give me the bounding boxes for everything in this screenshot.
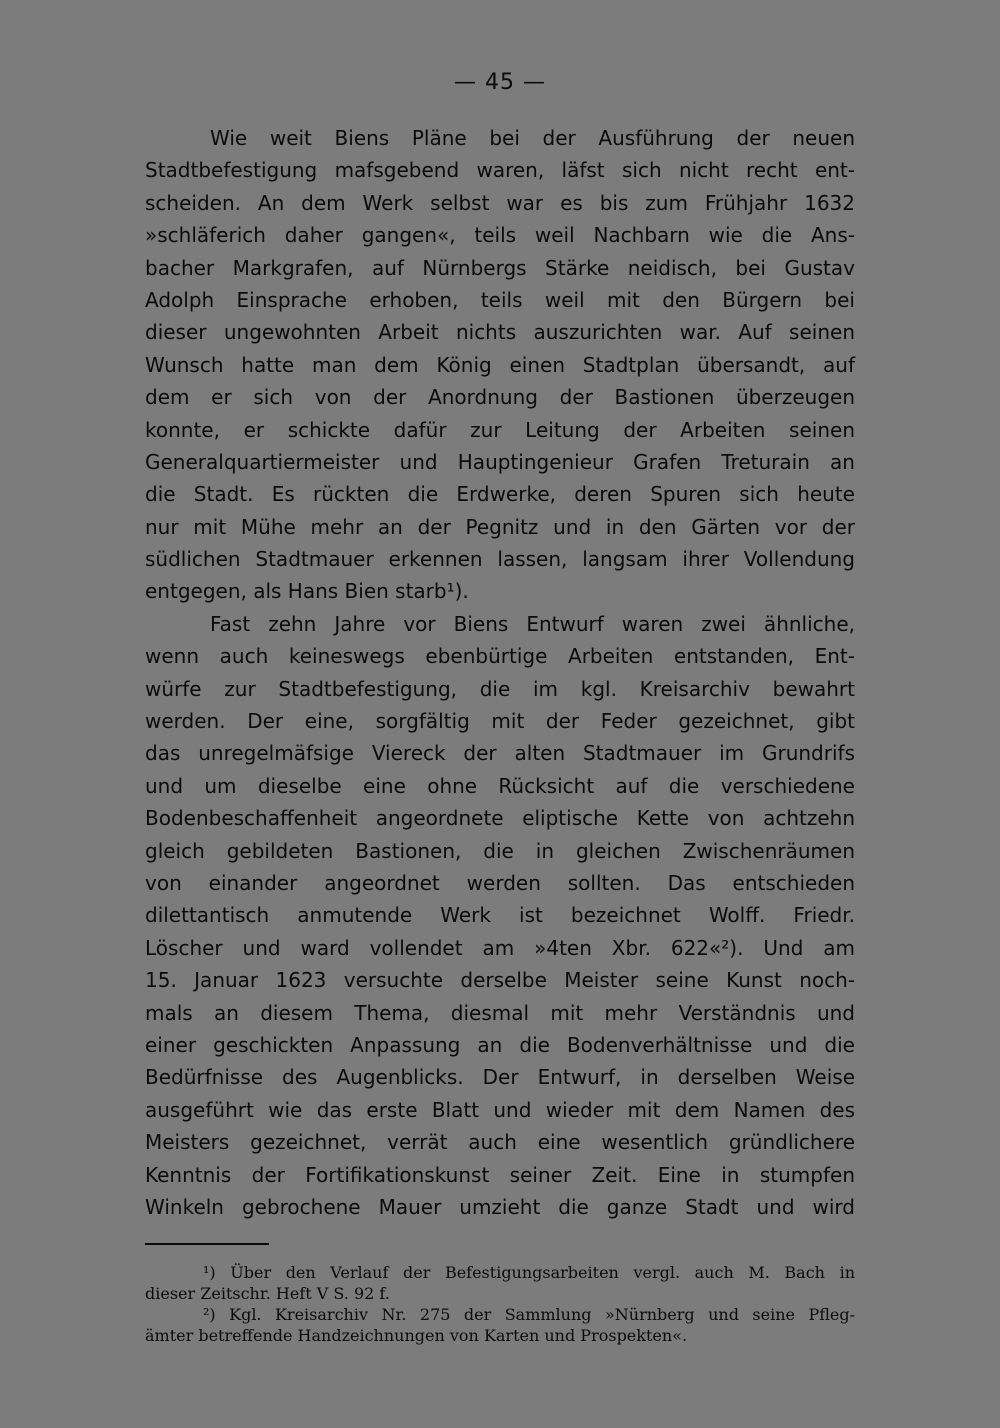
text-line: und um dieselbe eine ohne Rücksicht auf die verschiedene	[145, 773, 855, 798]
text-line: wenn auch keineswegs ebenbürtige Arbeiten entstanden, Ent-	[145, 644, 855, 669]
footnote-line: ämter betreffende Handzeichnungen von Karten und Prospekten«.	[145, 1326, 688, 1345]
text-line: nur mit Mühe mehr an der Pegnitz und in den Gärten vor der	[145, 514, 855, 539]
footnote-line: ²) Kgl. Kreisarchiv Nr. 275 der Sammlung »Nürnberg und seine Pfleg-	[203, 1305, 855, 1324]
text-line: Stadtbefestigung mafsgebend waren, läfst sich nicht recht ent-	[145, 158, 855, 183]
text-line: Wie weit Biens Pläne bei der Ausführung der neuen	[210, 126, 855, 150]
text-line: mals an diesem Thema, diesmal mit mehr Verständnis und	[145, 1000, 855, 1025]
text-line: werden. Der eine, sorgfältig mit der Feder gezeichnet, gibt	[145, 709, 855, 734]
text-line: scheiden. An dem Werk selbst war es bis zum Frühjahr 1632	[145, 190, 855, 215]
text-line: dieser ungewohnten Arbeit nichts auszurichten war. Auf seinen	[145, 320, 855, 345]
text-line: Bedürfnisse des Augenblicks. Der Entwurf, in derselben Weise	[145, 1065, 855, 1090]
text-line: bacher Markgrafen, auf Nürnbergs Stärke neidisch, bei Gustav	[145, 255, 855, 280]
footnote-rule	[145, 1243, 269, 1245]
text-line: die Stadt. Es rückten die Erdwerke, deren Spuren sich heute	[145, 482, 855, 507]
text-line: Fast zehn Jahre vor Biens Entwurf waren zwei ähnliche,	[210, 611, 855, 636]
text-line: Generalquartiermeister und Hauptingenieur Grafen Treturain an	[145, 449, 855, 474]
text-line: südlichen Stadtmauer erkennen lassen, langsam ihrer Vollendung	[145, 547, 855, 572]
text-line: konnte, er schickte dafür zur Leitung der Arbeiten seinen	[145, 417, 855, 442]
text-line: von einander angeordnet werden sollten. Das entschieden	[145, 870, 855, 895]
page-number: — 45 —	[454, 70, 546, 95]
text-line: Meisters gezeichnet, verrät auch eine wesentlich gründlichere	[145, 1130, 855, 1155]
footnote-line: dieser Zeitschr. Heft V S. 92 f.	[145, 1284, 390, 1303]
text-line: einer geschickten Anpassung an die Bodenverhältnisse und die	[145, 1032, 855, 1057]
footnotes	[145, 1262, 855, 1346]
body-text	[145, 122, 855, 1223]
text-line: Wunsch hatte man dem König einen Stadtplan übersandt, auf	[145, 352, 855, 377]
text-line: Kenntnis der Fortifikationskunst seiner Zeit. Eine in stumpfen	[145, 1162, 855, 1187]
text-line: »schläferich daher gangen«, teils weil Nachbarn wie die Ans-	[145, 223, 855, 248]
text-line: Adolph Einsprache erhoben, teils weil mit den Bürgern bei	[145, 287, 855, 312]
text-line: dem er sich von der Anordnung der Bastionen überzeugen	[145, 385, 855, 410]
text-line: 15. Januar 1623 versuchte derselbe Meister seine Kunst noch-	[145, 968, 855, 993]
footnote-line: ¹) Über den Verlauf der Befestigungsarbeiten vergl. auch M. Bach in	[203, 1263, 855, 1282]
text-line: gleich gebildeten Bastionen, die in gleichen Zwischenräumen	[145, 838, 855, 863]
text-line: ausgeführt wie das erste Blatt und wieder mit dem Namen des	[145, 1097, 855, 1122]
text-line: dilettantisch anmutende Werk ist bezeichnet Wolff. Friedr.	[145, 903, 855, 928]
text-line: würfe zur Stadtbefestigung, die im kgl. Kreisarchiv bewahrt	[145, 676, 855, 701]
text-line: entgegen, als Hans Bien starb¹).	[145, 579, 469, 604]
text-line: Bodenbeschaffenheit angeordnete eliptische Kette von achtzehn	[145, 806, 855, 831]
text-line: das unregelmäfsige Viereck der alten Stadtmauer im Grundrifs	[145, 741, 855, 766]
text-line: Löscher und ward vollendet am »4ten Xbr. 622«²). Und am	[145, 935, 855, 960]
text-line: Winkeln gebrochene Mauer umzieht die ganze Stadt und wird	[145, 1194, 855, 1219]
